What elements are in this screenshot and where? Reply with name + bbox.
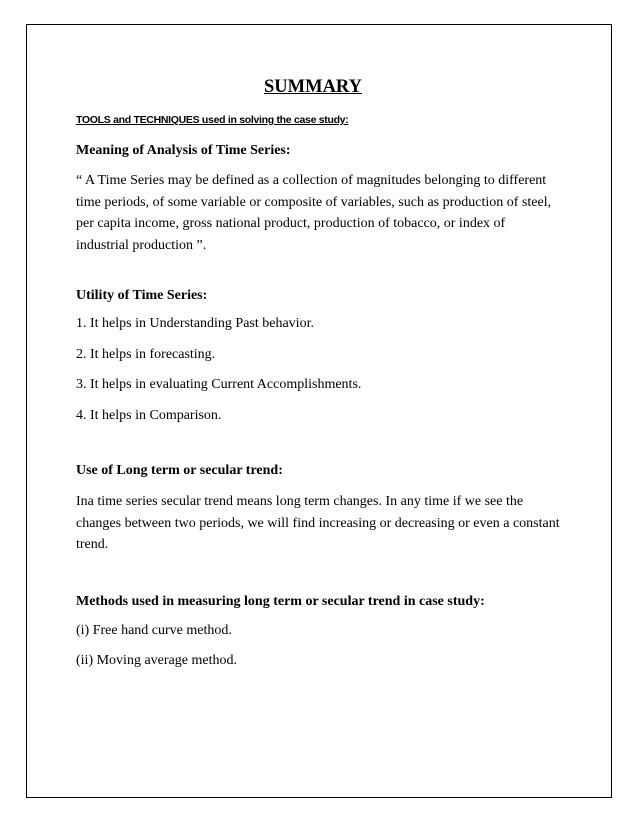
section-paragraph-secular-trend: Ina time series secular trend means long term changes. In any time if we see the changes between two periods, we will find increasing or decreasing or even a constant trend.: [76, 494, 560, 552]
page-title: SUMMARY: [264, 77, 363, 97]
section-heading-methods: Methods used in measuring long term or secular trend in case study:: [76, 594, 485, 609]
section-heading-secular-trend: Use of Long term or secular trend:: [76, 463, 283, 478]
list-item: 1. It helps in Understanding Past behavior.: [76, 316, 314, 331]
list-item: (ii) Moving average method.: [76, 653, 237, 668]
list-item: (i) Free hand curve method.: [76, 623, 232, 638]
section-heading-utility: Utility of Time Series:: [76, 288, 208, 303]
list-item: 3. It helps in evaluating Current Accomplishments.: [76, 377, 362, 392]
section-heading-meaning: Meaning of Analysis of Time Series:: [76, 143, 291, 158]
section-paragraph-meaning: “ A Time Series may be defined as a collection of magnitudes belonging to different time periods, of some variable or composite of variables, such as production of steel, per capita income, gross national product, production of tobacco, or index of industrial production ”.: [76, 173, 552, 253]
tools-heading: TOOLS and TECHNIQUES used in solving the case study:: [76, 114, 349, 126]
list-item: 2. It helps in forecasting.: [76, 347, 216, 362]
list-item: 4. It helps in Comparison.: [76, 408, 222, 423]
